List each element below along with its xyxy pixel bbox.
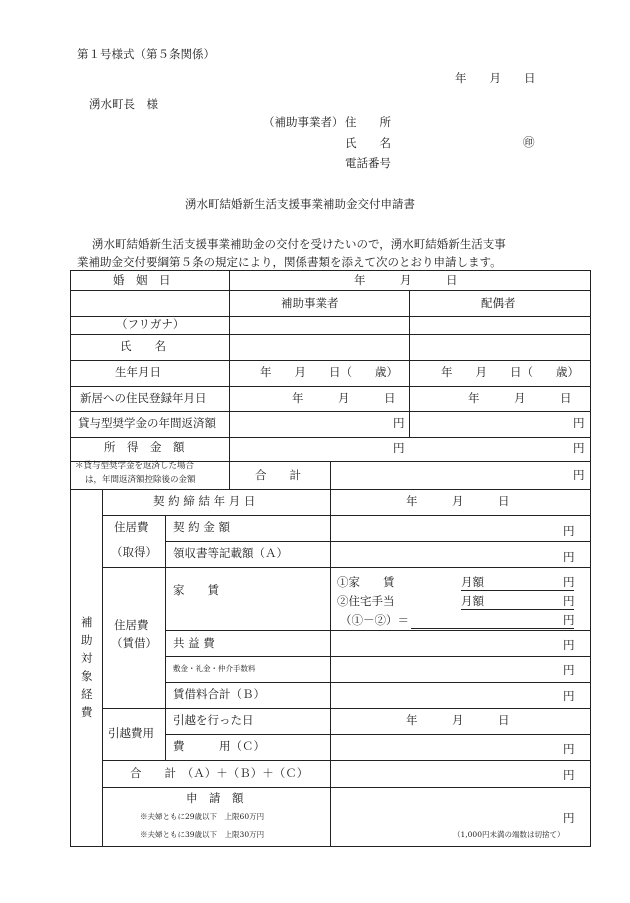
yen-unit: 円 (393, 416, 405, 430)
column-spouse: 配偶者 (481, 296, 516, 310)
document-title: 湧水町結婚新生活支援事業補助金交付申請書 (185, 197, 415, 211)
name-label: 氏 名 (345, 136, 391, 150)
eligible-expenses-label-4: 象 (81, 669, 93, 683)
scholarship-repayment-label: 貸与型奨学金の年間返済額 (78, 416, 216, 430)
deposit-fees-label: 敷金・礼金・仲介手数料 (173, 664, 256, 673)
yen-unit: 円 (563, 638, 575, 652)
yen-unit: 円 (563, 613, 575, 627)
eligible-expenses-label-5: 経 (81, 687, 93, 701)
rent-line-3-label: （①－②）＝ (340, 613, 409, 627)
yen-unit: 円 (563, 768, 575, 782)
income-note-1: ＊貸与型奨学金を返済した場合 (75, 461, 195, 471)
yen-unit: 円 (563, 575, 575, 589)
income-note-2: は，年間返済額控除後の金額 (85, 475, 196, 485)
eligible-expenses-label-2: 助 (81, 633, 93, 647)
yen-unit: 円 (573, 441, 585, 455)
rent-label: 家 賃 (173, 583, 219, 597)
yen-unit: 円 (393, 441, 405, 455)
housing-acquisition-label: 住居費 (114, 520, 149, 534)
intro-line-1: 湧水町結婚新生活支援事業補助金の交付を受けたいので，湧水町結婚新生活支事 (92, 237, 506, 251)
receipt-amount-label: 領収書等記載額（Ａ） (173, 546, 288, 560)
column-applicant: 補助事業者 (281, 296, 339, 310)
eligible-expenses-label-1: 補 (81, 615, 93, 629)
eligible-expenses-label-6: 費 (81, 705, 93, 719)
grand-total-label: 合 計 （Ａ）＋（Ｂ）＋（Ｃ） (130, 766, 309, 780)
moving-date-value: 年 月 日 (406, 713, 510, 727)
rent-line-1-label: ①家 賃 (337, 575, 395, 589)
rounding-note: （1,000円未満の端数は切捨て） (453, 830, 565, 839)
eligible-expenses-label-3: 対 (81, 651, 93, 665)
resident-registration-applicant: 年 月 日 (292, 391, 396, 405)
request-note-2: ※夫婦ともに39歳以下 上限30万円 (140, 830, 265, 839)
yen-unit: 円 (563, 524, 575, 538)
furigana-label: （フリガナ） (116, 317, 185, 331)
yen-unit: 円 (563, 811, 575, 825)
date-line: 年 月 日 (455, 71, 536, 85)
moving-expense-label: 費 用（Ｃ） (173, 739, 265, 753)
birth-date-applicant: 年 月 日（ 歳） (260, 365, 398, 379)
name-row-label: 氏 名 (120, 339, 166, 353)
birth-date-spouse: 年 月 日（ 歳） (441, 365, 579, 379)
income-label: 所 得 金 額 (104, 440, 185, 454)
yen-unit: 円 (563, 742, 575, 756)
resident-registration-spouse: 年 月 日 (468, 391, 572, 405)
rent-total-label: 賃借料合計（Ｂ） (173, 687, 265, 701)
rent-line-2-monthly: 月額 (461, 594, 484, 608)
housing-rent-label: 住居費 (114, 618, 149, 632)
yen-unit: 円 (563, 689, 575, 703)
addressee: 湧水町長 様 (89, 97, 158, 111)
contract-amount-label: 契 約 金 額 (173, 520, 230, 534)
marriage-date-label: 婚 姻 日 (113, 273, 171, 287)
rent-line-2-label: ②住宅手当 (337, 594, 395, 608)
yen-unit: 円 (563, 550, 575, 564)
yen-unit: 円 (563, 663, 575, 677)
form-number: 第１号様式（第５条関係） (77, 47, 215, 61)
address-label: 住 所 (345, 115, 391, 129)
yen-unit: 円 (573, 468, 585, 482)
seal-mark: ㊞ (523, 135, 535, 149)
total-label: 合 計 (255, 468, 301, 482)
request-note-1: ※夫婦ともに29歳以下 上限60万円 (140, 812, 265, 821)
contract-date-value: 年 月 日 (406, 494, 510, 508)
applicant-prefix: （補助事業者） (263, 115, 344, 129)
yen-unit: 円 (573, 416, 585, 430)
contract-date-label: 契 約 締 結 年 月 日 (153, 494, 256, 508)
intro-line-2: 業補助金交付要綱第５条の規定により，関係書類を添えて次のとおり申請します。 (77, 255, 502, 269)
phone-label: 電話番号 (345, 156, 391, 170)
request-amount-label: 申 請 額 (186, 791, 244, 805)
yen-unit: 円 (563, 594, 575, 608)
moving-cost-label: 引越費用 (108, 726, 154, 740)
housing-acquisition-sub: （取得） (111, 545, 157, 559)
housing-rent-sub: （賃借） (111, 636, 157, 650)
moving-date-label: 引越を行った日 (173, 713, 254, 727)
marriage-date-value: 年 月 日 (354, 273, 458, 287)
birth-date-label: 生年月日 (115, 365, 161, 379)
common-fee-label: 共 益 費 (173, 636, 215, 650)
rent-line-1-monthly: 月額 (461, 575, 484, 589)
resident-registration-label: 新居への住民登録年月日 (80, 391, 207, 405)
